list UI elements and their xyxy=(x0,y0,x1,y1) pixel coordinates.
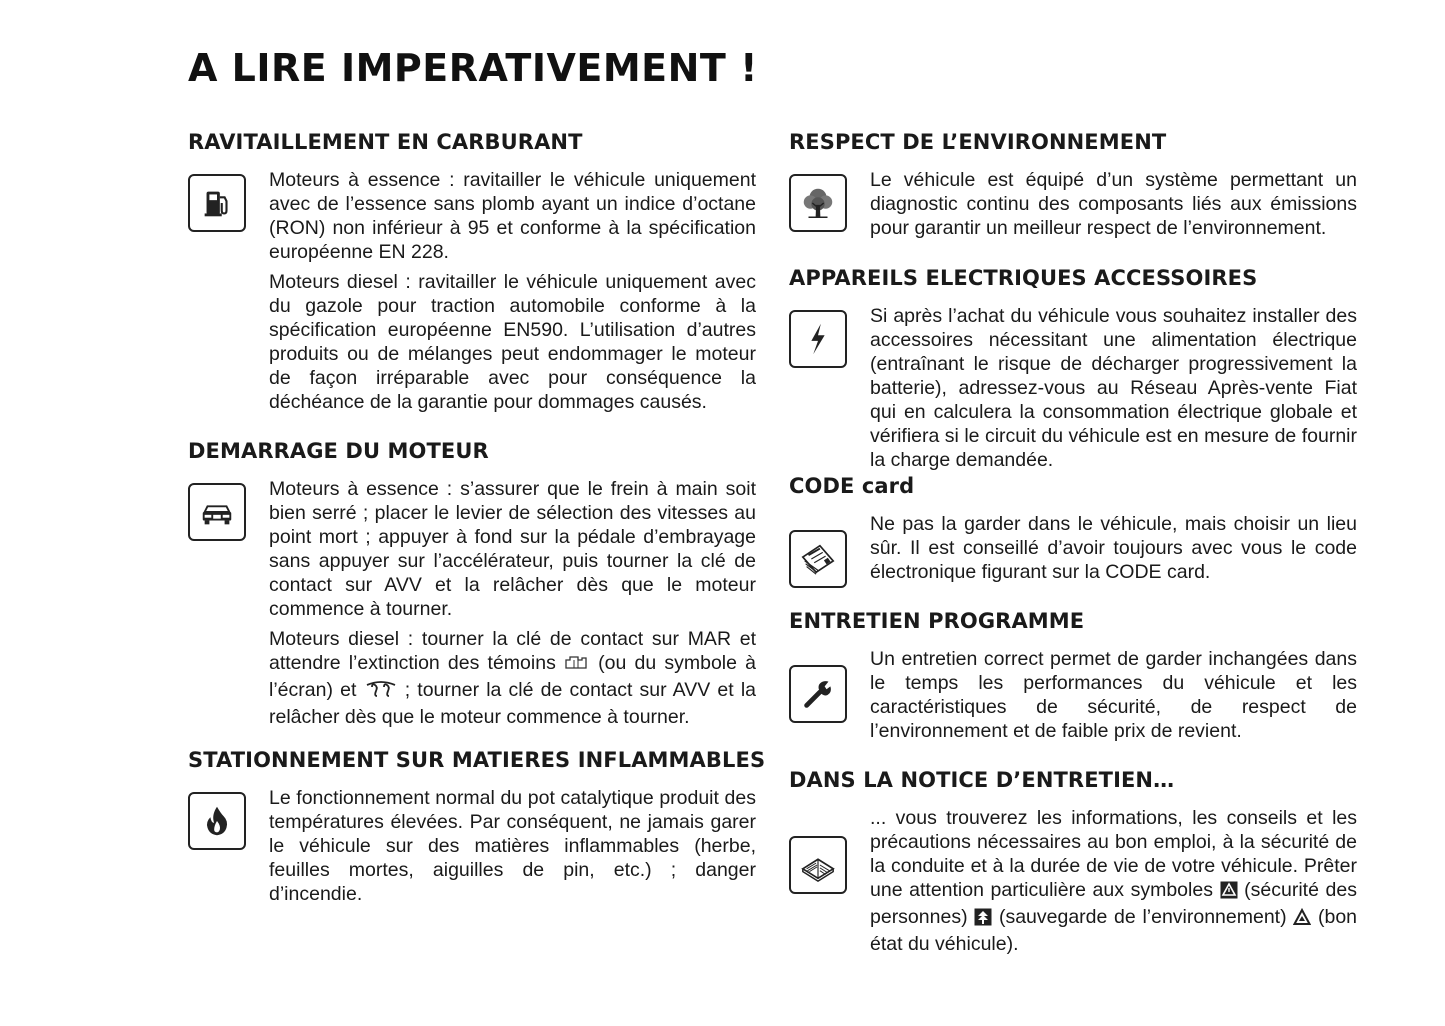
text: Moteurs diesel : tourner la clé de contact sur MAR et attendre l’extinction des témoins xyxy=(269,628,756,674)
section-ravitaillement xyxy=(188,130,758,420)
paragraph: Moteurs diesel : ravitailler le véhicule uniquement avec du gazole pour traction automobile conforme à la spécification européenne EN590. L’utilisation d’autres produits ou de mélanges peut endommager le moteur de façon irréparable avec pour conséquence la déchéance de la garantie pour dommages causés. xyxy=(269,271,756,413)
paragraph: Ne pas la garder dans le véhicule, mais choisir un lieu sûr. Il est conseillé d’avoir toujours avec vous le code électronique figurant sur la CODE card. xyxy=(870,513,1357,583)
fuel-pump-icon xyxy=(188,174,246,232)
text: (ou du symbole à l’écran) et xyxy=(269,652,756,701)
section-heading: STATIONNEMENT SUR MATIERES INFLAMMABLES xyxy=(188,748,766,772)
lightning-icon xyxy=(789,310,847,368)
fire-icon xyxy=(188,792,246,850)
section-heading: DANS LA NOTICE D’ENTRETIEN… xyxy=(789,768,1175,792)
section-appareils xyxy=(789,266,1359,478)
paragraph-diesel xyxy=(269,627,756,729)
text: (bon état du véhicule). xyxy=(870,906,1358,955)
section-heading: RESPECT DE L’ENVIRONNEMENT xyxy=(789,130,1167,154)
glow-plug-icon xyxy=(364,679,398,705)
section-stationnement xyxy=(188,748,766,912)
engine-warning-icon xyxy=(564,652,590,678)
section-demarrage xyxy=(188,439,758,735)
section-code-card xyxy=(789,474,1359,590)
paragraph: Moteurs à essence : ravitailler le véhicule uniquement avec de l’essence sans plomb ayant un indice d’octane (RON) non inférieur à 95 et conforme à la spécification européenne EN 228. xyxy=(269,169,756,263)
section-heading: DEMARRAGE DU MOTEUR xyxy=(188,439,489,463)
book-icon xyxy=(789,836,847,894)
paragraph xyxy=(870,806,1357,956)
paragraph: Moteurs à essence : s’assurer que le frein à main soit bien serré ; placer le levier de sélection des vitesses au point mort ; appuyer à fond sur la pédale d’embrayage sans appuyer sur l’accélérateur, puis tourner la clé de contact sur AVV et la relâcher dès que le moteur commence à tourner. xyxy=(269,478,756,620)
section-heading: ENTRETIEN PROGRAMME xyxy=(789,609,1085,633)
environment-symbol-icon xyxy=(974,908,992,932)
paragraph: Un entretien correct permet de garder inchangées dans le temps les performances du véhicule et les caractéristiques de sécurité, de respect de l’environnement et de faible prix de revient. xyxy=(870,648,1357,742)
paragraph: Si après l’achat du véhicule vous souhaitez installer des accessoires nécessitant une alimentation électrique (entraînant le risque de décharger progressivement la batterie), adressez-vous au Réseau Après-vente Fiat qui en calculera la consommation électrique globale et vérifiera si le circuit du véhicule est en mesure de fournir la charge demandée. xyxy=(870,305,1357,471)
vehicle-condition-symbol-icon xyxy=(1293,908,1311,932)
section-heading: APPAREILS ELECTRIQUES ACCESSOIRES xyxy=(789,266,1258,290)
wrench-icon xyxy=(789,665,847,723)
page-title: A LIRE IMPERATIVEMENT ! xyxy=(188,46,758,90)
section-notice xyxy=(789,768,1359,962)
text: (sécurité des personnes) xyxy=(870,879,1357,928)
code-card-icon xyxy=(789,530,847,588)
text: ; tourner la clé de contact sur AVV et la relâcher dès que le moteur commence à tourner. xyxy=(269,679,757,728)
section-environnement xyxy=(789,130,1359,246)
text: (sauvegarde de l’environnement) xyxy=(998,906,1287,928)
paragraph: Le véhicule est équipé d’un système permettant un diagnostic continu des composants liés aux émissions pour garantir un meilleur respect de l’environnement. xyxy=(870,169,1357,239)
person-safety-symbol-icon xyxy=(1220,881,1238,905)
section-entretien xyxy=(789,609,1359,749)
text: ... vous trouverez les informations, les conseils et les précautions nécessaires au bon emploi, à la sécurité de la conduite et à la durée de vie de votre véhicule. Prêter une attention particulière aux symboles xyxy=(870,807,1357,901)
car-icon xyxy=(188,483,246,541)
tree-icon xyxy=(789,174,847,232)
paragraph: Le fonctionnement normal du pot catalytique produit des températures élevées. Par conséquent, ne jamais garer le véhicule sur des matières inflammables (herbe, feuilles mortes, aiguilles de pin, etc.) ; danger d’incendie. xyxy=(269,787,756,905)
section-heading: RAVITAILLEMENT EN CARBURANT xyxy=(188,130,583,154)
section-heading: CODE card xyxy=(789,474,915,498)
